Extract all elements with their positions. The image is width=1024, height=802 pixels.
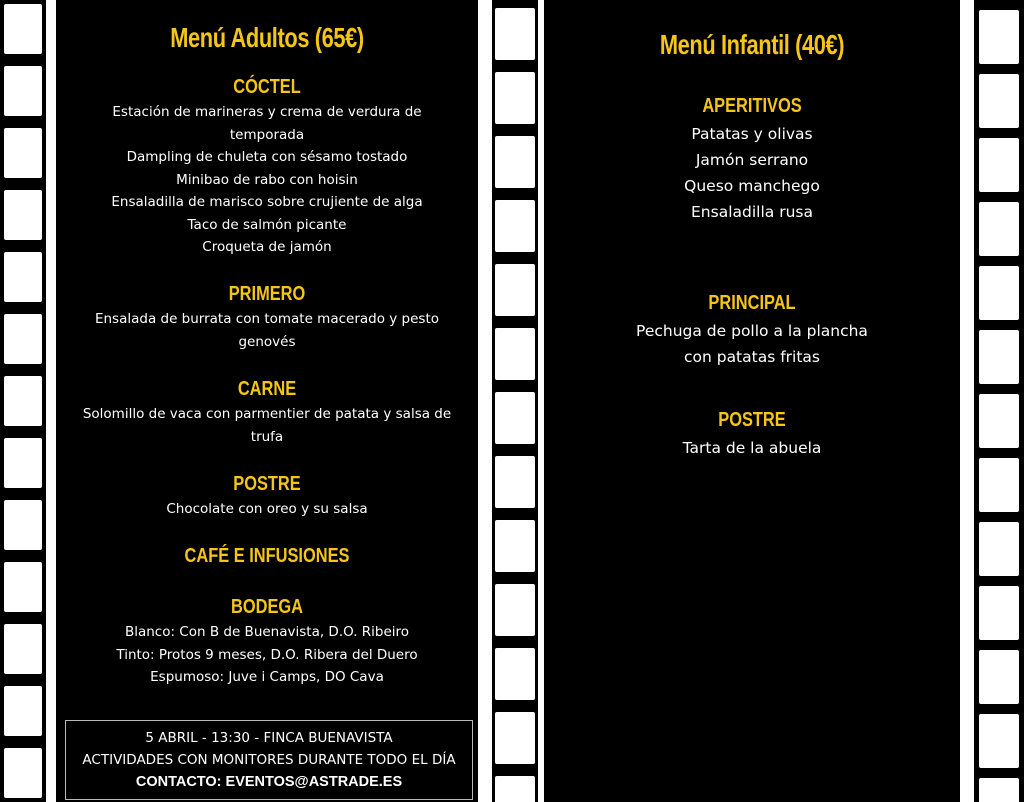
film-perforation [48, 774, 56, 780]
film-perforation [48, 534, 56, 540]
film-perforation [964, 534, 972, 540]
film-frame [495, 328, 535, 380]
film-frame [4, 128, 42, 178]
film-frame [4, 4, 42, 54]
film-perforation [964, 510, 972, 516]
film-perforation [48, 258, 56, 264]
film-frame [495, 392, 535, 444]
film-frame [495, 456, 535, 508]
film-perforation [964, 666, 972, 672]
section-heading: PRIMERO [228, 283, 306, 305]
film-perforation [481, 582, 489, 588]
menu-infantil-panel [544, 0, 960, 802]
film-perforation [48, 510, 56, 516]
film-perforation [481, 594, 489, 600]
menu-item: con patatas fritas [683, 348, 821, 366]
film-perforation [964, 282, 972, 288]
film-frame [979, 778, 1019, 802]
film-perforation [481, 774, 489, 780]
film-perforation [481, 750, 489, 756]
section-heading: POSTRE [718, 409, 786, 431]
film-perforation [48, 750, 56, 756]
section-coctel [56, 76, 478, 259]
film-perforation [964, 258, 972, 264]
film-perforation [964, 474, 972, 480]
film-frame [4, 252, 42, 302]
film-perforation [48, 486, 56, 492]
film-perforation [48, 522, 56, 528]
film-perforation [964, 486, 972, 492]
film-perforation [48, 666, 56, 672]
film-frame [979, 522, 1019, 576]
film-perforation [964, 126, 972, 132]
film-perforation [964, 714, 972, 720]
film-perforation [964, 798, 972, 802]
film-perforation [481, 570, 489, 576]
menu-item: Blanco: Con B de Buenavista, D.O. Ribeiro [124, 624, 410, 640]
film-perforation [48, 198, 56, 204]
film-perforation [964, 654, 972, 660]
film-perforation [481, 654, 489, 660]
film-perforation [481, 510, 489, 516]
film-frame [495, 72, 535, 124]
film-perforation [48, 786, 56, 792]
menu-item: Ensalada de burrata con tomate macerado y pesto [94, 311, 440, 327]
film-perforation [481, 642, 489, 648]
section-bodega [56, 596, 478, 689]
film-perforation [964, 726, 972, 732]
film-frame [979, 202, 1019, 256]
menu-item: genovés [238, 333, 296, 350]
section-postre [56, 473, 478, 521]
film-perforation [481, 618, 489, 624]
film-perforation [964, 630, 972, 636]
film-frame [979, 650, 1019, 704]
menu-item: Pechuga de pollo a la plancha [636, 322, 868, 340]
film-perforation [964, 606, 972, 612]
menu-item: trufa [250, 428, 284, 445]
film-frame [495, 776, 535, 802]
film-perforation [964, 354, 972, 360]
event-info-box [65, 720, 473, 800]
film-perforation [964, 690, 972, 696]
film-frame [979, 10, 1019, 64]
section-heading: CÓCTEL [233, 76, 301, 98]
film-frame [4, 190, 42, 240]
film-frame [4, 438, 42, 488]
film-perforation [48, 270, 56, 276]
film-frame [4, 748, 42, 798]
film-perforation [964, 498, 972, 504]
film-frame [4, 562, 42, 612]
menu-item: Patatas y olivas [691, 125, 813, 143]
film-perforation [964, 342, 972, 348]
film-perforation [481, 726, 489, 732]
activities-line: ACTIVIDADES CON MONITORES DURANTE TODO EL DÍA [82, 752, 456, 768]
film-perforation [481, 138, 489, 144]
film-perforation [481, 402, 489, 408]
section-principal [544, 292, 960, 370]
film-perforation [964, 762, 972, 768]
film-perforation [481, 318, 489, 324]
film-perforation [964, 66, 972, 72]
film-frame [495, 200, 535, 252]
film-perforation [964, 54, 972, 60]
film-perforation [964, 18, 972, 24]
film-perforations-right [964, 0, 972, 802]
film-perforation [48, 90, 56, 96]
menu-item: Espumoso: Juve i Camps, DO Cava [150, 669, 384, 685]
film-perforation [48, 558, 56, 564]
film-perforation [964, 750, 972, 756]
event-date-line: 5 ABRIL - 13:30 - FINCA BUENAVISTA [145, 730, 393, 746]
film-perforation [481, 534, 489, 540]
film-perforation [48, 654, 56, 660]
film-frame [4, 686, 42, 736]
film-perforation [481, 150, 489, 156]
film-perforation [481, 54, 489, 60]
film-perforation [964, 786, 972, 792]
film-perforation [481, 186, 489, 192]
section-postre-infantil [544, 409, 960, 461]
film-perforation [481, 426, 489, 432]
film-perforations-mid-left [481, 0, 489, 802]
film-perforation [48, 402, 56, 408]
film-frame [495, 712, 535, 764]
film-perforation [481, 294, 489, 300]
film-frame [979, 394, 1019, 448]
section-cafe [56, 545, 478, 568]
film-perforation [481, 42, 489, 48]
film-perforation [481, 78, 489, 84]
menu-item: Dampling de chuleta con sésamo tostado [126, 149, 408, 165]
film-frame [495, 8, 535, 60]
film-perforation [481, 282, 489, 288]
film-perforation [48, 342, 56, 348]
film-perforation [481, 366, 489, 372]
film-perforation [964, 594, 972, 600]
film-perforation [481, 342, 489, 348]
film-perforation [964, 6, 972, 12]
film-perforation [48, 54, 56, 60]
contact-line: CONTACTO: EVENTOS@ASTRADE.ES [135, 774, 403, 790]
film-perforation [481, 390, 489, 396]
film-perforation [964, 402, 972, 408]
section-heading: CAFÉ E INFUSIONES [184, 545, 350, 567]
section-heading: POSTRE [233, 473, 301, 495]
film-perforation [964, 306, 972, 312]
film-perforation [964, 678, 972, 684]
section-heading: PRINCIPAL [708, 292, 796, 314]
film-perforation [48, 366, 56, 372]
film-perforation [48, 114, 56, 120]
menu-item: Ensaladilla de marisco sobre crujiente de alga [111, 194, 423, 210]
film-perforation [481, 330, 489, 336]
film-perforation [48, 330, 56, 336]
film-perforation [481, 666, 489, 672]
film-perforation [964, 462, 972, 468]
film-perforation [48, 246, 56, 252]
film-frame [979, 586, 1019, 640]
film-perforation [964, 774, 972, 780]
film-perforation [964, 546, 972, 552]
film-perforation [964, 378, 972, 384]
film-perforation [481, 702, 489, 708]
film-perforation [48, 606, 56, 612]
film-frame [4, 624, 42, 674]
film-perforation [481, 414, 489, 420]
film-perforation [48, 306, 56, 312]
film-perforation [964, 390, 972, 396]
film-perforation [964, 222, 972, 228]
film-perforation [48, 714, 56, 720]
film-perforation [48, 42, 56, 48]
film-perforation [964, 42, 972, 48]
film-perforation [48, 426, 56, 432]
film-perforation [964, 198, 972, 204]
film-perforation [964, 738, 972, 744]
section-carne [56, 378, 478, 448]
film-perforation [481, 210, 489, 216]
film-perforation [964, 150, 972, 156]
film-perforation [964, 162, 972, 168]
film-perforation [481, 306, 489, 312]
film-frame [979, 458, 1019, 512]
section-aperitivos [544, 95, 960, 225]
film-perforation [481, 498, 489, 504]
menu-item: Tarta de la abuela [682, 439, 822, 457]
film-perforation [964, 570, 972, 576]
film-perforation [48, 126, 56, 132]
film-perforation [964, 438, 972, 444]
film-perforation [48, 18, 56, 24]
film-perforation [964, 90, 972, 96]
film-perforation [481, 762, 489, 768]
film-perforation [964, 102, 972, 108]
film-perforation [964, 30, 972, 36]
film-perforation [481, 90, 489, 96]
film-perforation [48, 78, 56, 84]
film-perforation [48, 162, 56, 168]
film-perforation [481, 630, 489, 636]
film-perforation [48, 294, 56, 300]
menu-item: Jamón serrano [695, 151, 809, 169]
film-perforation [481, 102, 489, 108]
film-perforations-left [48, 0, 56, 802]
menu-adultos-panel [56, 0, 478, 802]
film-perforation [48, 186, 56, 192]
film-frame [979, 330, 1019, 384]
film-perforation [964, 234, 972, 240]
film-perforation [48, 570, 56, 576]
film-perforation [481, 162, 489, 168]
film-frame [4, 500, 42, 550]
film-perforation [964, 426, 972, 432]
film-frame [4, 314, 42, 364]
film-perforation [48, 210, 56, 216]
film-perforation [964, 366, 972, 372]
film-perforation [964, 558, 972, 564]
film-perforation [48, 30, 56, 36]
film-frame [495, 584, 535, 636]
film-perforation [481, 270, 489, 276]
film-perforation [481, 258, 489, 264]
film-perforation [48, 234, 56, 240]
film-perforation [48, 678, 56, 684]
film-frame [979, 714, 1019, 768]
film-perforation [964, 450, 972, 456]
film-perforation [481, 558, 489, 564]
film-perforation [48, 798, 56, 802]
film-perforation [48, 462, 56, 468]
film-frame [495, 136, 535, 188]
menu-item: Ensaladilla rusa [691, 203, 813, 221]
film-perforation [481, 222, 489, 228]
film-frame [495, 648, 535, 700]
menu-infantil-title: Menú Infantil (40€) [659, 29, 845, 60]
film-perforation [481, 18, 489, 24]
film-perforation [481, 798, 489, 802]
menu-item: Queso manchego [684, 177, 820, 195]
film-perforation [481, 378, 489, 384]
film-perforation [964, 210, 972, 216]
film-perforation [48, 150, 56, 156]
film-perforation [48, 690, 56, 696]
menu-item: Solomillo de vaca con parmentier de patata y salsa de [82, 406, 452, 422]
film-perforation [481, 714, 489, 720]
film-perforation [48, 630, 56, 636]
film-perforation [481, 546, 489, 552]
menu-item: Taco de salmón picante [187, 216, 347, 233]
film-strip-right [974, 0, 1024, 802]
film-perforation [481, 462, 489, 468]
film-frame [979, 138, 1019, 192]
film-perforation [48, 738, 56, 744]
film-perforation [48, 318, 56, 324]
film-perforation [48, 6, 56, 12]
film-frame [495, 264, 535, 316]
film-perforation [48, 138, 56, 144]
film-perforation [481, 114, 489, 120]
film-perforation [48, 726, 56, 732]
film-strip-middle [492, 0, 538, 802]
film-perforation [481, 246, 489, 252]
section-heading: CARNE [237, 378, 297, 400]
film-perforation [481, 6, 489, 12]
film-perforation [964, 78, 972, 84]
film-perforation [964, 414, 972, 420]
film-perforation [481, 126, 489, 132]
menu-item: Croqueta de jamón [202, 239, 332, 255]
film-perforation [48, 102, 56, 108]
film-perforation [964, 294, 972, 300]
film-perforation [48, 474, 56, 480]
film-perforation [964, 330, 972, 336]
film-perforation [964, 246, 972, 252]
menu-item: Estación de marineras y crema de verdura de [112, 104, 422, 120]
menu-item: Tinto: Protos 9 meses, D.O. Ribera del Duero [116, 646, 418, 663]
film-perforation [964, 270, 972, 276]
film-perforation [48, 582, 56, 588]
film-frame [979, 266, 1019, 320]
film-perforation [481, 450, 489, 456]
film-perforation [481, 234, 489, 240]
film-perforation [964, 522, 972, 528]
film-perforation [964, 318, 972, 324]
film-perforation [481, 30, 489, 36]
film-perforation [48, 498, 56, 504]
section-heading: BODEGA [230, 596, 303, 618]
menu-item: Minibao de rabo con hoisin [176, 171, 358, 188]
film-perforation [48, 222, 56, 228]
section-heading: APERITIVOS [702, 95, 802, 117]
film-perforation [481, 354, 489, 360]
film-perforation [48, 546, 56, 552]
menu-adultos-title: Menú Adultos (65€) [170, 22, 364, 53]
film-frame [4, 376, 42, 426]
film-perforation [48, 450, 56, 456]
film-perforation [48, 642, 56, 648]
film-perforation [48, 378, 56, 384]
film-perforation [48, 762, 56, 768]
film-perforation [481, 66, 489, 72]
film-frame [4, 66, 42, 116]
film-perforation [48, 702, 56, 708]
film-frame [495, 520, 535, 572]
film-perforation [964, 138, 972, 144]
film-perforation [481, 522, 489, 528]
film-perforation [48, 594, 56, 600]
film-perforation [48, 618, 56, 624]
film-perforation [481, 606, 489, 612]
film-perforation [964, 642, 972, 648]
film-perforation [481, 786, 489, 792]
menu-item: Chocolate con oreo y su salsa [166, 501, 368, 517]
film-perforation [48, 354, 56, 360]
film-perforation [964, 186, 972, 192]
section-primero [56, 283, 478, 353]
film-frame [979, 74, 1019, 128]
film-perforation [481, 198, 489, 204]
film-perforation [964, 582, 972, 588]
film-perforation [481, 438, 489, 444]
film-perforation [48, 174, 56, 180]
film-perforation [964, 174, 972, 180]
film-perforation [48, 438, 56, 444]
film-perforation [48, 390, 56, 396]
film-perforation [481, 174, 489, 180]
film-perforation [481, 690, 489, 696]
film-perforation [48, 66, 56, 72]
film-perforation [481, 474, 489, 480]
film-perforation [481, 678, 489, 684]
film-perforation [964, 114, 972, 120]
film-perforation [48, 282, 56, 288]
film-perforation [48, 414, 56, 420]
film-perforation [964, 702, 972, 708]
film-strip-left [0, 0, 46, 802]
menu-item: temporada [229, 126, 305, 143]
film-perforation [481, 486, 489, 492]
film-perforation [481, 738, 489, 744]
film-perforation [964, 618, 972, 624]
